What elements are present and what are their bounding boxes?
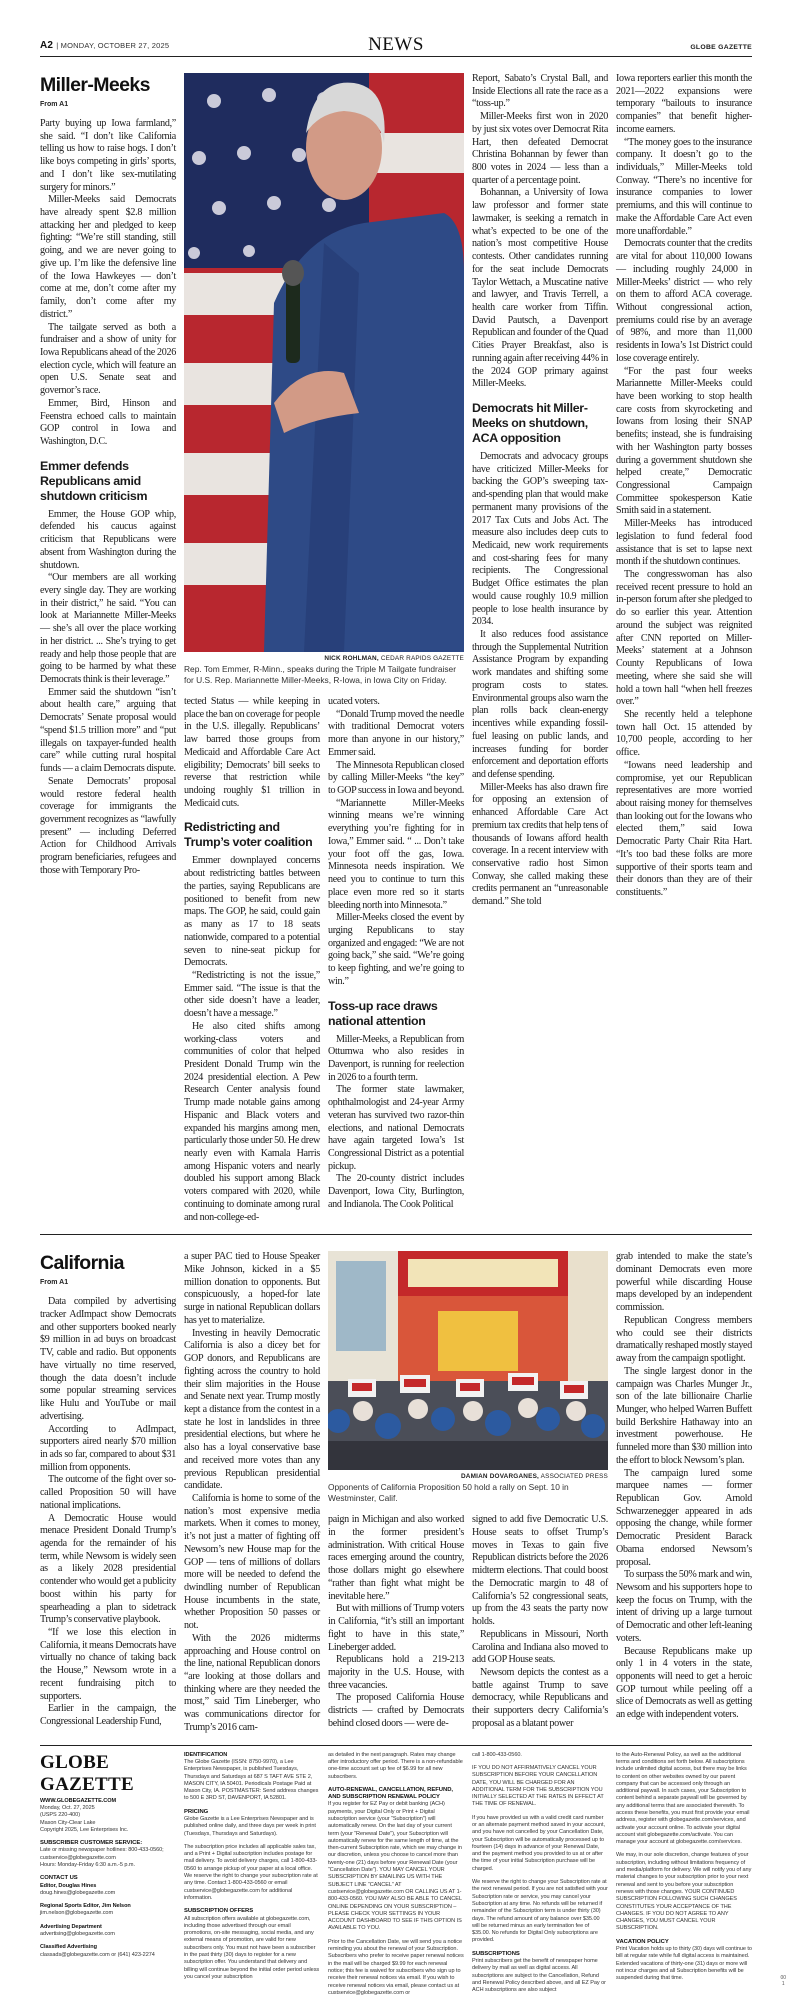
info-label: Editor, Douglas Hines — [40, 1882, 97, 1889]
article-paragraph: “For the past four weeks Mariannette Miller-Meeks could have been working to stop health care costs from skyrocketing and Iowans from losing their SNAP benefits; instead, she is fundraising with her Washington party bosses during a government shutdown she helped create,” Democratic Congressional Campaign Committee spokesperson Katie Smith said in a statement. — [616, 365, 752, 517]
article-paragraph: Democrats counter that the credits are vital for about 110,000 Iowans — including roughly 24,000 in Miller-Meeks’ district — who rely on them to afford ACA coverage. Without congressional action, premiums could rise by an average of 98%, and more than 11,000 residents in Iowa’s 1st District could lose coverage entirely. — [616, 238, 752, 364]
article-paragraph: Republicans hold a 219-213 majority in the U.S. House, with three vacancies. — [328, 1654, 464, 1691]
article-paragraph: He also cited shifts among working-class voters and communities of color that helped President Donald Trump win the 2024 presidential election. A Pew Research Center analysis found Trump made notable gains among Hispanic and Black voters and expanded his margins among men, particularly those under 50. He drew nearly even with Kamala Harris among Hispanic voters and nearly doubled his support among Black voters compared with 2020, while continuing to dominate among rural and non-college-ed- — [184, 1020, 320, 1223]
info-label: IDENTIFICATION — [184, 1751, 228, 1758]
article-paragraph: Miller-Meeks first won in 2020 by just six votes over Democrat Rita Hart, then defeated Democrat Christina Bohannan by fewer than 800 votes in 2024 — less than a quarter of a percentage point. — [472, 111, 608, 186]
article-paragraph: The former state lawmaker, ophthalmologist and 24-year Army veteran has survived two razor-thin elections, and national Democrats have again targeted Iowa’s 1st Congressional District as a potential pickup. — [328, 1084, 464, 1172]
info-text: Print Vacation holds up to thirty (30) days will continue to bill at regular rate while full digital access is maintained. Extended vacations of thirty-one (31) days or more will not incur charges and all Subscription benefits will be suspended during that time. — [616, 1946, 752, 1982]
info-label: Classified Advertising — [40, 1944, 97, 1951]
article-paragraph: Bohannan, a University of Iowa law professor and former state lawmaker, is seeking a rematch in what’s expected to be one of the nation’s most competitive House contests. Other candidates running for the seat include Democrats Taylor Wettach, a Muscatine native and lawyer, and Travis Terrell, a health care worker from Tiffin. David Pautsch, a Davenport Republican and founder of the Quad Cities Prayer Breakfast, also is running again after receiving 44% in the 2024 GOP primary against Miller-Meeks. — [472, 187, 608, 390]
footer-column-1 — [40, 1752, 176, 1959]
article-subhead: Democrats hit Miller-Meeks on shutdown, ACA opposition — [472, 400, 588, 445]
photo-and-columns — [328, 1251, 608, 1730]
article-paragraph: ucated voters. — [328, 696, 380, 707]
info-heading: AUTO-RENEWAL, CANCELLATION, REFUND, AND SUBSCRIPTION RENEWAL POLICY — [328, 1786, 454, 1801]
article-paragraph: Miller-Meeks closed the event by urging Republicans to stay organized and engaged: “We are not going back,” she said. “We’re going to keep fighting, and we’re going to win.” — [328, 912, 464, 987]
section-name: NEWS — [368, 34, 424, 55]
info-text: Print subscribers get the benefit of newspaper home delivery by mail as well as digital access. All subscriptions are subject to the Cancellation, Refund and Renewal Policy described above, and all EZ Pay or ACH subscriptions are also subject — [472, 1958, 606, 1994]
article-column — [472, 73, 608, 909]
info-label: Advertising Department — [40, 1923, 102, 1930]
info-text: Copyright 2025, Lee Enterprises Inc. — [40, 1826, 129, 1833]
info-heading: PRICING — [184, 1808, 209, 1815]
article-paragraph: Emmer said the shutdown “isn’t about health care,” arguing that Democrats’ Senate proposal would “spend $1.5 trillion more” and “put illegals on taxpayer-funded health care” while cutting rural hospital funds — a claim Democrats dispute. — [40, 686, 176, 775]
article-column — [40, 118, 176, 878]
article-paragraph: Miller-Meeks said Democrats have already spent $2.8 million attacking her and pledged to keep fighting: “We’re still standing, still going, and we are never going to give up. I’m like the defensive line of the Iowa Hawkeyes — don’t come at me, don’t come after my family, don’t come after my district.” — [40, 194, 176, 320]
story-column-1 — [40, 1251, 176, 1728]
article-paragraph: Emmer, Bird, Hinson and Feenstra echoed calls to maintain GOP control in Iowa and Washington, D.C. — [40, 397, 176, 447]
headline-california: California — [40, 1252, 124, 1275]
article-paragraph: Republicans in Missouri, North Carolina and Indiana also moved to add GOP House seats. — [472, 1628, 608, 1666]
info-text: as detailed in the next paragraph. Rates may change after introductory offer period. There is a non-refundable one-time account set up fee of $6.99 for all new subscribers. — [328, 1751, 463, 1780]
article-paragraph: With the 2026 midterms approaching and House control on the line, national Republican donors “are looking at those dollars and thinking where are they needed the most,” said Tim Lineberger, who was communications director for Trump’s 2016 cam- — [184, 1632, 320, 1733]
article-column — [184, 696, 320, 1224]
article-column — [328, 696, 464, 1212]
photo-agency: CEDAR RAPIDS GAZETTE — [380, 655, 464, 662]
footer-column — [472, 1752, 608, 1995]
article-paragraph: signed to add five Democratic U.S. House seats to offset Trump’s moves in Texas to gain five Republican districts before the 2026 midterm elections. That could boost the Democratic margin to 48 of California’s 52 congressional seats, up from the 43 seats the party now holds. — [472, 1514, 608, 1628]
article-paragraph: Newsom depicts the contest as a battle against Trump to save democracy, while Republicans and their supporters decry California’s proposal as a blatant power — [472, 1666, 608, 1729]
photo-block — [184, 73, 464, 686]
article-paragraph: The congresswoman has also received recent pressure to hold an in-person forum after she pledged to do so earlier this year. Attention around the subject was reignited after CNN reported on Miller-Meeks’ statement at a Johnson County Republicans of Iowa meeting, where she said she will hold a town hall “when hell freezes over.” — [616, 569, 752, 708]
info-text: to the Auto-Renewal Policy, as well as the additional terms and conditions set forth below. All subscriptions include unlimited digital access, but there may be links to content on other websites owned by our parent company that can be accessed only through an additional paywall. In such cases, your Subscription to content behind a separate paywall will be governed by any additional terms that are associated therewith. To access these benefits, you must first provide your email address, register with globegazette.com/services, and activate your account online. To activate your digital account visit globegazette.com/activate. You can manage your account at globegazette.com/services. — [616, 1751, 750, 1846]
story-miller-meeks — [40, 73, 752, 1224]
article-paragraph: To surpass the 50% mark and win, Newsom and his supporters hope to keep the focus on Trump, with the intent of driving up a large turnout of Democratic and other left-leaning voters. — [616, 1569, 752, 1644]
article-paragraph: Report, Sabato’s Crystal Ball, and Inside Elections all rate the race as a “toss-up.” — [472, 73, 608, 110]
photo-caption: Opponents of California Proposition 50 hold a rally on Sept. 10 in Westminster, Calif. — [328, 1482, 569, 1504]
info-label: Regional Sports Editor, Jim Nelson — [40, 1903, 131, 1910]
article-paragraph: Senate Democrats’ proposal would restore federal health coverage for immigrants the government recognizes as “lawfully present” — including Deferred Action for Childhood Arrivals program beneficiaries, refugees and those with Temporary Pro- — [40, 775, 176, 876]
article-paragraph: Miller-Meeks has also drawn fire for opposing an extension of enhanced Affordable Care Act premium tax credits that help tens of thousands of Iowans afford health coverage. In a recent interview with conservative radio host Simon Conway, she called making these credits permanent an “unreasonable demand.” She told — [472, 781, 608, 908]
article-paragraph: “Iowans need leadership and compromise, yet our Republican representatives are more worried about raising money for themselves than looking out for the Iowans who elected them,” said Iowa Democratic Party Chair Rita Hart. “It’s too bad these folks are more supportive of their sports team and their donors than they are of their constituents.” — [616, 759, 752, 898]
article-paragraph: Iowa reporters earlier this month the 2021—2022 expansions were temporary “bailouts to insurance companies” that benefit higher-income earners. — [616, 73, 752, 135]
article-paragraph: The tailgate served as both a fundraiser and a show of unity for Iowa Republicans ahead of the 2026 election cycle, which will feature an open U.S. Senate seat and governor’s race. — [40, 321, 176, 397]
page-code — [780, 1975, 786, 1987]
info-heading: SUBSCRIPTION OFFERS — [184, 1908, 254, 1915]
article-column — [616, 1251, 752, 1722]
globe-gazette-logo: GLOBE GAZETTE — [40, 1751, 134, 1795]
article-subhead: Toss-up race draws national attention — [328, 998, 438, 1028]
article-paragraph: Investing in heavily Democratic California is also a dicey bet for GOP donors, and Republicans are fighting across the country to hold their slim majorities in the House and Senate next year. Trump mostly kept a distance from the contest in a state he lost in landslides in three presidential elections, but where he also has a loyal conservative base and received more votes than any previous Republican presidential candidate. — [184, 1327, 320, 1492]
folio-divider: | — [56, 41, 61, 50]
footer-divider — [40, 1745, 752, 1746]
info-text: classads@globegazette.com or (641) 423-2274 — [40, 1951, 155, 1958]
info-text: call 1-800-433-0560. — [472, 1751, 522, 1758]
article-paragraph: “Redistricting is not the issue,” Emmer said. “The issue is that the other side doesn’t have a leader, doesn’t have a message.” — [184, 969, 320, 1020]
article-paragraph: Data compiled by advertising tracker AdImpact show Democrats and other supporters booked nearly $9 million in ad buys on broadcast TV, cable and radio. But opponents have virtually no time reserved, though the data doesn’t include some popular streaming services like Hulu and YouTube or mail advertising. — [40, 1296, 176, 1422]
jump-label: From A1 — [40, 1279, 69, 1287]
info-heading: VACATION POLICY — [616, 1938, 669, 1945]
article-paragraph: Miller-Meeks has introduced legislation to fund federal food assistance that is set to lapse next month if the shutdown continues. — [616, 518, 752, 568]
page-date: MONDAY, OCTOBER 27, 2025 — [60, 41, 170, 50]
article-paragraph: The subscription price includes all applicable sales tax, and a Print + Digital subscription includes postage for mail delivery. To avoid delivery charges, call 1-800-433-0560 to arrange pickup of your paper at a local office. We reserve the right to change your subscription rate at any time. Contact 1-800-433-0560 or email custservice@globegazette.com for additional information. — [184, 1843, 318, 1901]
info-text: (USPS 220-400) — [40, 1812, 80, 1819]
photo-credit — [328, 1472, 608, 1481]
photo-agency: ASSOCIATED PRESS — [540, 1473, 608, 1481]
photographer-name: DAMIAN DOVARGANES, — [460, 1473, 540, 1481]
article-paragraph: It also reduces food assistance through the Supplemental Nutrition Assistance Program by expanding work mandates and shifting some program costs to states. Environmental groups also warn the plan rolls back clean-energy incentives while expanding fossil-fuel leasing on public lands, and increases funding for border enforcement and deportation efforts and defense spending. — [472, 629, 608, 780]
article-paragraph: The 20-county district includes Davenport, Iowa City, Burlington, and Indianola. The Cook Political — [328, 1173, 464, 1210]
article-paragraph: “Our members are all working every single day. They are working in their district,” he said. “You can look at Mariannette Miller-Meeks — she’s all over the place working in her district. ... She’s trying to get ready and help those people that are going to be harmed by what these Democrats think is their leverage.” — [40, 572, 176, 686]
info-heading: CONTACT US — [40, 1875, 78, 1882]
photographer-name: NICK ROHLMAN, — [324, 655, 379, 662]
info-text: Mason City-Clear Lake — [40, 1819, 96, 1826]
article-paragraph: A Democratic House would menace President Donald Trump’s agenda for the remainder of his term, while Newsom is widely seen as a likely 2028 presidential contender who would get a publicity boost within his party for spearheading a plan to sidetrack Trump’s conservative playbook. — [40, 1512, 176, 1626]
footer-column — [40, 1798, 176, 1959]
info-text: Late or missing newspaper hotlines: 800-433-0560; custservice@globegazette.com — [40, 1847, 164, 1861]
photo-and-columns — [184, 73, 464, 1224]
photo-caption: Rep. Tom Emmer, R-Minn., speaks during the Triple M Tailgate fundraiser for U.S. Rep. Mariannette Miller-Meeks, R-Iowa, in Iowa City on Friday. — [184, 664, 456, 685]
info-text: doug.hines@globegazette.com — [40, 1889, 116, 1896]
article-paragraph: We reserve the right to change your Subscription rate at the next renewal period. If you are not satisfied with your Subscription rate or service, you may cancel your Subscription at any time. No refunds will be returned if remainder of the Subscription term is under thirty (30) days. The refund amount of any balance over $35.00 will be returned minus an early termination fee of $35.00. No refunds for Digital Only subscriptions are provided. — [472, 1879, 608, 1944]
page-number: A2 — [40, 40, 54, 51]
article-subhead: Redistricting and Trump’s voter coalition — [184, 820, 313, 850]
article-paragraph: We may, in our sole discretion, change features of your subscription, including without limitations frequency of and media/platform for delivery. We will notify you of any material changes to your subscription prior to your next renewal and sent to you before your subscription renews with those changes. YOUR CONTINUED SUBSCRIPTION FOLLOWING SUCH CHANGES CONSTITUTES YOUR ACCEPTANCE OF THE CHANGES. IF YOU DO NOT AGREE TO ANY CHANGES, YOU MUST CANCEL YOUR SUBSCRIPTION. — [616, 1852, 752, 1932]
article-paragraph: Republican Congress members who could see their districts dramatically reshaped mostly stayed away from the campaign spotlight. — [616, 1314, 752, 1365]
article-column — [40, 1296, 176, 1728]
article-paragraph: Emmer, the House GOP whip, defended his caucus against criticism that Republicans were absent from Washington during the shutdown. — [40, 508, 176, 571]
story-divider — [40, 1234, 752, 1235]
page-code-line: 00 — [780, 1975, 786, 1982]
article-paragraph: paign in Michigan and also worked in the former president’s administration. With critical House races emerging around the country, those dollars might go elsewhere “rather than fight what might be inevitable here.” — [328, 1514, 464, 1602]
article-column — [616, 73, 752, 900]
article-paragraph: But with millions of Trump voters in California, “it’s still an important fight to have in this state,” Lineberger added. — [328, 1603, 464, 1653]
story-column-1 — [40, 73, 176, 878]
article-column — [472, 1514, 608, 1730]
photo-block — [328, 1251, 608, 1504]
info-label: WWW.GLOBEGAZETTE.COM — [40, 1797, 117, 1804]
article-paragraph: The outcome of the fight over so-called Proposition 50 will have national implications. — [40, 1474, 176, 1511]
publication-info — [40, 1751, 786, 1998]
article-paragraph: a super PAC tied to House Speaker Mike Johnson, kicked in a $5 million donation to opponents. But conspicuously, a hoped-for late surge in national Republican dollars has yet to materialize. — [184, 1251, 320, 1326]
article-paragraph: The campaign lured some marquee names — former Republican Gov. Arnold Schwarzenegger appeared in ads opposing the change, while former Democratic President Barack Obama endorsed Newsom’s proposal. — [616, 1467, 752, 1568]
article-paragraph: California is home to some of the nation’s most expensive media markets. When it comes to money, it’s not just a matter of fighting off Newsom’s new House map for the GOP — tens of millions of dollars more will be needed to defend the dwindling number of Republican House incumbents in the state, whether Proposition 50 passes or not. — [184, 1492, 320, 1632]
jump-label: From A1 — [40, 101, 69, 108]
article-paragraph: Earlier in the campaign, the Congressional Leadership Fund, — [40, 1703, 176, 1728]
page-code-line: 1 — [781, 1981, 785, 1988]
photo-tom-emmer — [184, 73, 464, 652]
article-paragraph: According to AdImpact, supporters aired nearly $70 million in ads so far, compared to about $31 million from opponents. — [40, 1423, 176, 1473]
article-paragraph: “Mariannette Miller-Meeks winning means we’re winning everything you’re fighting for in Iowa,” Emmer said. “ ... Don’t take your foot off the gas, Iowa. Minnesota needs inspiration. We need you to continue to turn this place even more red so it starts bleeding north into Minnesota.” — [328, 797, 464, 911]
article-subhead: Emmer defends Republicans amid shutdown criticism — [40, 458, 148, 503]
article-paragraph: tected Status — while keeping in place the ban on coverage for people in the U.S. illegally. Republicans’ law barred those groups from Medicaid and Affordable Care Act eligibility; Democrats’ bill seeks to reverse that restriction while undoing roughly $1 trillion in Medicaid cuts. — [184, 696, 320, 809]
info-heading: SUBSCRIBER CUSTOMER SERVICE: — [40, 1840, 143, 1847]
article-paragraph: If you have provided us with a valid credit card number or an alternate payment method saved in your account, and you have not cancelled by your Cancellation Date, your Subscription will be automatically processed up to fourteen (14) days in advance of your Renewal Date, and the payment method you provided to us at or after the time of your initial Subscription purchase will be charged. — [472, 1814, 606, 1872]
article-paragraph: grab intended to make the state’s dominant Democrats even more powerful while discarding House maps developed by an independent commission. — [616, 1251, 752, 1314]
article-paragraph: Democrats and advocacy groups have criticized Miller-Meeks for backing the GOP’s sweeping tax-and-spending plan that would make permanent many provisions of the 2017 Tax Cuts and Jobs Act. The measure also includes deep cuts to Medicaid, new work requirements and cost-sharing fees for many recipients. The Congressional Budget Office estimates the plan would cause roughly 10.9 million people to lose health insurance by 2034. — [472, 450, 608, 628]
article-paragraph: “Donald Trump moved the needle with traditional Democrat voters more than anyone in our history,” Emmer said. — [328, 708, 464, 758]
headline-miller-meeks: Miller-Meeks — [40, 74, 150, 96]
info-text: All subscription offers available at globegazette.com, including those advertised through our email promotions, on-site messaging, social media, and any external means of promotion, are valid for new subscribers only. You must not have been a subscriber in the past thirty (30) days to register for a new subscription offer. You understand that delivery and billing will continue beyond the initial order period unless you cancel your subscription — [184, 1915, 320, 1980]
photo-credit — [184, 654, 464, 663]
paper-name: GLOBE GAZETTE — [690, 44, 752, 51]
article-paragraph: The Minnesota Republican closed by calling Miller-Meeks “the key” to GOP success in Iowa and beyond. — [328, 759, 464, 797]
photo-prop-50-rally — [328, 1251, 608, 1470]
article-paragraph: IF YOU DO NOT AFFIRMATIVELY CANCEL YOUR SUBSCRIPTION BEFORE YOUR CANCELLATION DATE, YOU WILL BE CHARGED FOR AN ADDITIONAL TERM FOR THE SUBSCRIPTION YOU INITIALLY SELECTED AT THE RATES IN EFFECT AT THE TIME OF RENEWAL. — [472, 1764, 604, 1808]
info-text: If you register for EZ Pay or debit banking (ACH) payments, your Digital Only or Print + Digital subscription service (your “Subscription”) will automatically renew. On the last day of your current term (your “Renewal Date”), your Subscription will automatically renew for the same length of time, at the then-current Subscription rate, which we may change in our discretion, unless you choose to cancel more than twenty-one (21) days before your Renewal Date (your “Cancellation Date”). YOU MAY CANCEL YOUR SUBSCRIPTION BY EMAILING US WITH THE SUBJECT LINE “CANCEL” AT custservice@globegazette.com OR CALLING US AT 1-800-433-0560. YOU MAY ALSO BE ABLE TO CANCEL ONLINE DEPENDING ON YOUR SUBSCRIPTION – PLEASE CHECK YOUR SETTINGS IN YOUR ACCOUNT DASHBOARD TO SEE IF THIS OPTION IS AVAILABLE TO YOU. — [328, 1801, 462, 1932]
article-paragraph: Miller-Meeks, a Republican from Ottumwa who also resides in Davenport, is running for reelection in 2026 to a fourth term. — [328, 1033, 464, 1083]
info-text: Globe Gazette is a Lee Enterprises Newspaper and is published online daily, and three days per week in print (Tuesdays, Thursdays and Saturdays). — [184, 1816, 316, 1837]
article-paragraph: She recently held a telephone town hall Oct. 15 attended by 10,700 people, according to her office. — [616, 708, 752, 759]
article-paragraph: The proposed California House districts — crafted by Democrats behind closed doors — were de- — [328, 1692, 464, 1729]
info-text: jim.nelson@globegazette.com — [40, 1910, 114, 1917]
info-text: Hours: Monday-Friday 6:30 a.m.-5 p.m. — [40, 1862, 135, 1868]
article-paragraph: Because Republicans make up only 1 in 4 voters in the state, opponents will need to get a heroic GOP turnout while peeling off a slice of Democrats as well as getting an edge with independent voters. — [616, 1645, 752, 1721]
article-paragraph: “If we lose this election in California, it means Democrats have virtually no chance of taking back the House,” Newsom wrote in a recent fundraising pitch to supporters. — [40, 1627, 177, 1702]
info-text: The Globe Gazette (ISSN: 8750-9970), a Lee Enterprises Newspaper, is published Tuesdays, Thursdays and Saturdays at 687 S TAFT AVE STE 2, MASON CITY, IA 50401. Periodicals Postage Paid at Mason City, IA. POSTMASTER: Send address changes to 500 E 3RD ST, DAVENPORT, IA 52801. — [184, 1758, 319, 1802]
article-paragraph: Prior to the Cancellation Date, we will send you a notice reminding you about the renewal of your Subscription. Subscribers who prefer to receive paper renewal notices in the mail will be charged $9.99 for each renewal notice; this fee is waived for subscribers who sign up to receive their renewal notices via email. If you wish to receive renewal notices via email, please contact us at custservice@globegazette.com or — [328, 1938, 464, 1996]
page-header — [40, 34, 752, 57]
article-column — [328, 1514, 464, 1730]
article-paragraph: Party buying up Iowa farmland,” she said. “I don’t like California telling us how to raise hogs. I don’t like boys competing in girls’ sports, and I don’t like sex-mutilating surgery for minors.” — [40, 118, 176, 193]
article-paragraph: “The money goes to the insurance company. It doesn’t go to the individuals,” Miller-Meeks told Conway. “There’s no incentive for insurance companies to lower premiums, and this will continue to make the Affordable Care Act even more unaffordable.” — [616, 136, 752, 237]
info-text: Monday, Oct. 27, 2025 — [40, 1804, 95, 1811]
article-column — [184, 1251, 320, 1734]
info-text: advertising@globegazette.com — [40, 1931, 115, 1938]
footer-column — [328, 1752, 464, 1998]
footer-column — [184, 1752, 320, 1982]
story-california — [40, 1251, 752, 1734]
info-heading: SUBSCRIPTIONS — [472, 1950, 520, 1957]
footer-column — [616, 1752, 752, 1983]
article-paragraph: The single largest donor in the campaign was Charles Munger Jr., son of the late billionaire Charlie Munger, who helped Warren Buffett build Berkshire Hathaway into an investment powerhouse. He funneled more than $30 million into the effort to block Newsom’s plan. — [616, 1365, 752, 1466]
article-paragraph: Emmer downplayed concerns about redistricting battles between the parties, saying Republicans are positioned to benefit from new maps. The GOP, he said, could gain as many as 17 to 18 seats nationwide, compared to a potential seven to nine-seat pickup for Democrats. — [184, 855, 320, 969]
